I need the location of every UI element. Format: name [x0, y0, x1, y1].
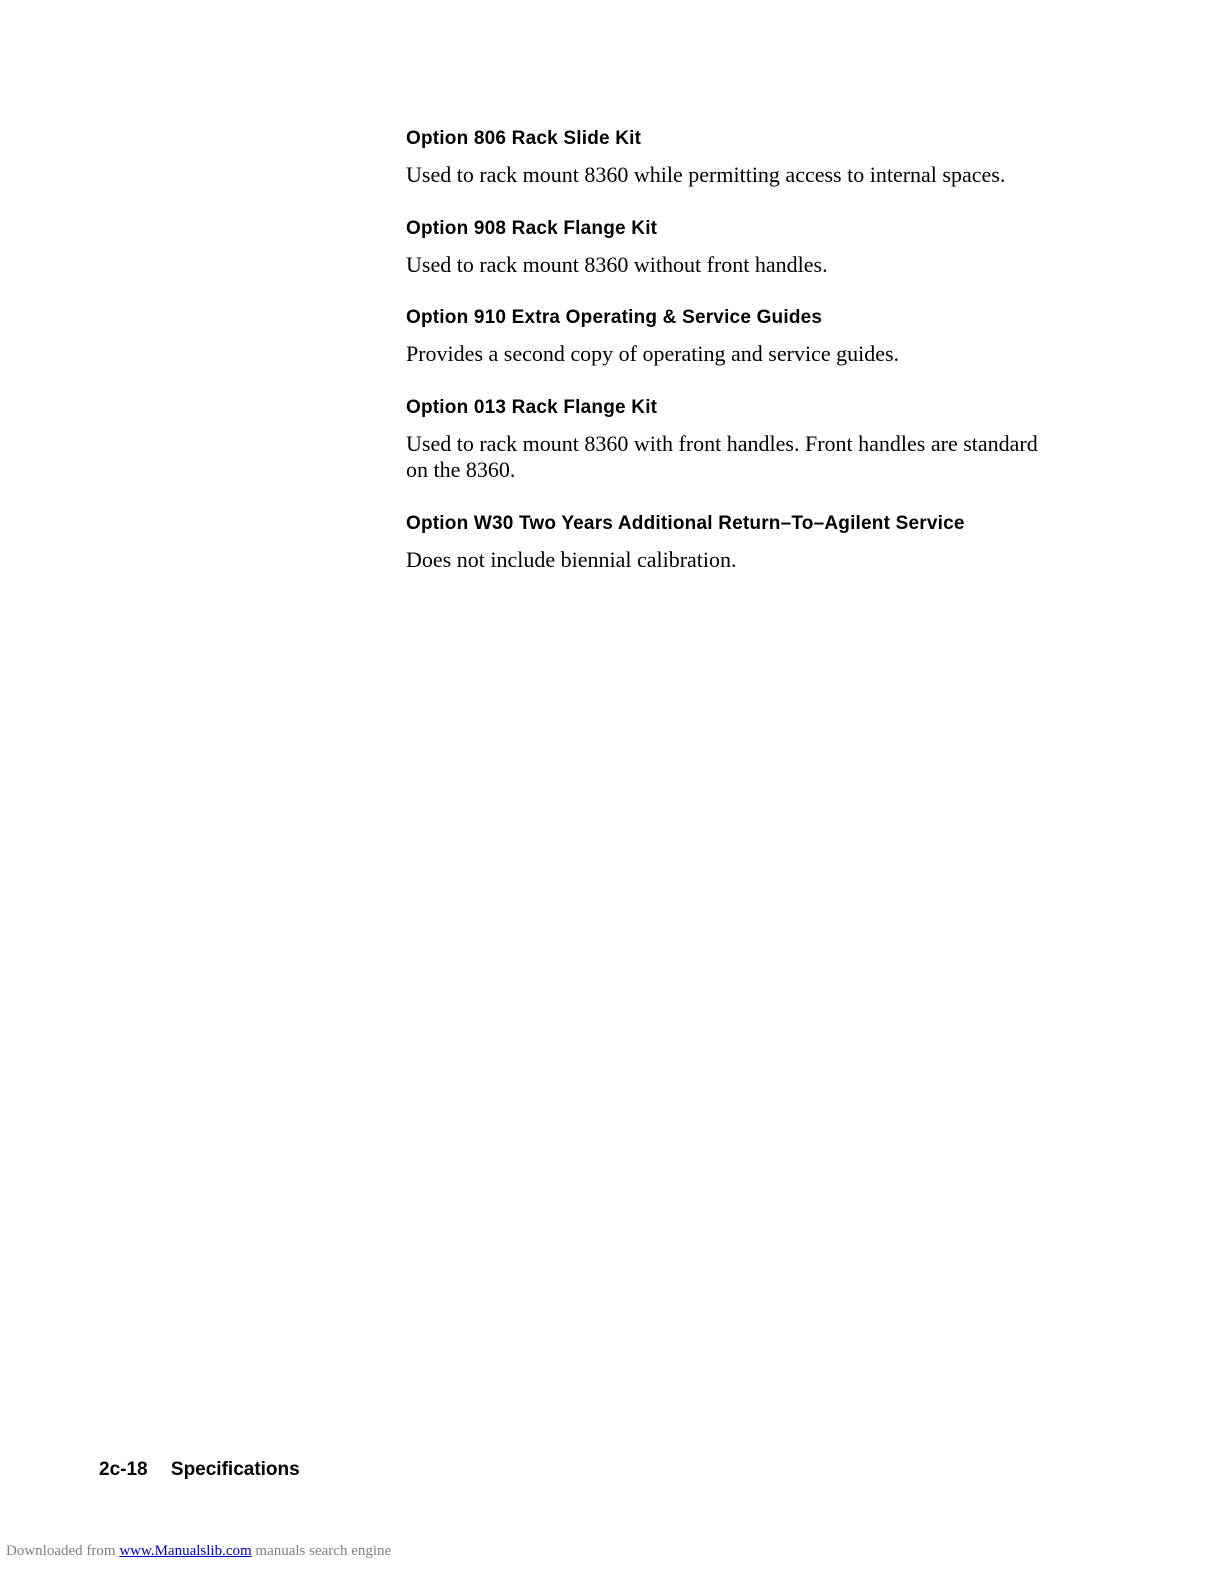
option-013-description: Used to rack mount 8360 with front handles. Front handles are standard on the 8360.: [406, 431, 1038, 482]
option-908-heading: Option 908 Rack Flange Kit: [406, 218, 658, 239]
download-notice-prefix: Downloaded from: [6, 1543, 116, 1559]
download-notice-suffix: manuals search engine: [255, 1543, 392, 1559]
option-910-description: Provides a second copy of operating and service guides.: [406, 341, 900, 366]
page-footer: [99, 1458, 300, 1482]
option-013-heading: Option 013 Rack Flange Kit: [406, 397, 658, 418]
option-908-section: [406, 216, 828, 278]
option-806-description: Used to rack mount 8360 while permitting access to internal spaces.: [406, 162, 1006, 187]
option-013-section: [406, 395, 1046, 483]
option-806-section: [406, 126, 1005, 188]
page-number: 2c-18: [99, 1459, 148, 1480]
option-806-heading: Option 806 Rack Slide Kit: [406, 128, 642, 149]
option-910-heading: Option 910 Extra Operating & Service Guides: [406, 307, 823, 328]
manualslib-link[interactable]: www.Manualslib.com: [119, 1543, 252, 1559]
footer-section-title: Specifications: [170, 1459, 300, 1480]
option-908-description: Used to rack mount 8360 without front handles.: [406, 252, 828, 277]
option-910-section: [406, 305, 899, 367]
option-w30-description: Does not include biennial calibration.: [406, 547, 737, 572]
option-w30-heading: Option W30 Two Years Additional Return–To–Agilent Service: [406, 513, 965, 534]
option-w30-section: [406, 511, 965, 573]
download-notice: [6, 1541, 391, 1561]
